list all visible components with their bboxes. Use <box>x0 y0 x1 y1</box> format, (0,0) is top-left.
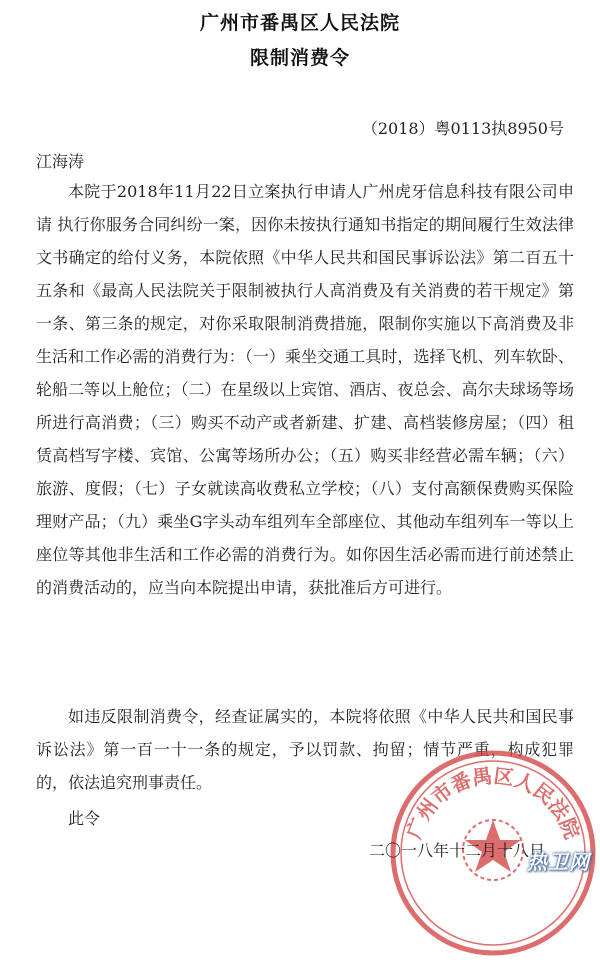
court-name: 广州市番禺区人民法院 <box>199 12 400 34</box>
body-paragraph-1: 本院于2018年11月22日立案执行申请人广州虎牙信息科技有限公司申请 执行你服务合同纠纷一案，因你未按执行通知书指定的期间履行生效法律文书确定的给付义务，本院依照《中华人民共和国民事诉讼法》第二百五十五条和《最高人民法院关于限制被执行人高消费及有关消费的若干规定》第一条、第三条的规定，对你采取限制消费措施，限制你实施以下高消费及非生活和工作必需的消费行为：（一）乘坐交通工具时，选择飞机、列车软卧、轮船二等以上舱位；（二）在星级以上宾馆、酒店、夜总会、高尔夫球场等场所进行高消费；（三）购买不动产或者新建、扩建、高档装修房屋；（四）租赁高档写字楼、宾馆、公寓等场所办公；（五）购买非经营必需车辆；（六）旅游、度假；（七）子女就读高收费私立学校；（八）支付高额保费购买保险理财产品；（九）乘坐G字头动车组列车全部座位、其他动车组列车一等以上座位等其他非生活和工作必需的消费行为。如你因生活必需而进行前述禁止的消费活动的，应当向本院提出申请，获批准后方可进行。 <box>36 182 574 597</box>
closing-text: 此令 <box>68 809 101 828</box>
site-watermark: 热卫网 <box>527 850 590 874</box>
recipient-name: 江海涛 <box>36 152 85 171</box>
issue-date: 二〇一八年十二月十八日 <box>368 841 545 860</box>
document-title: 限制消费令 <box>249 47 350 69</box>
case-number: （2018）粤0113执8950号 <box>361 119 564 138</box>
body-paragraph-2: 如违反限制消费令，经查证属实的，本院将依照《中华人民共和国民事诉讼法》第一百一十一条的规定，予以罚款、拘留；情节严重，构成犯罪的，依法追究刑事责任。 <box>36 707 574 792</box>
svg-text:广州市番禺区人民法院: 广州市番禺区人民法院 <box>401 763 585 843</box>
